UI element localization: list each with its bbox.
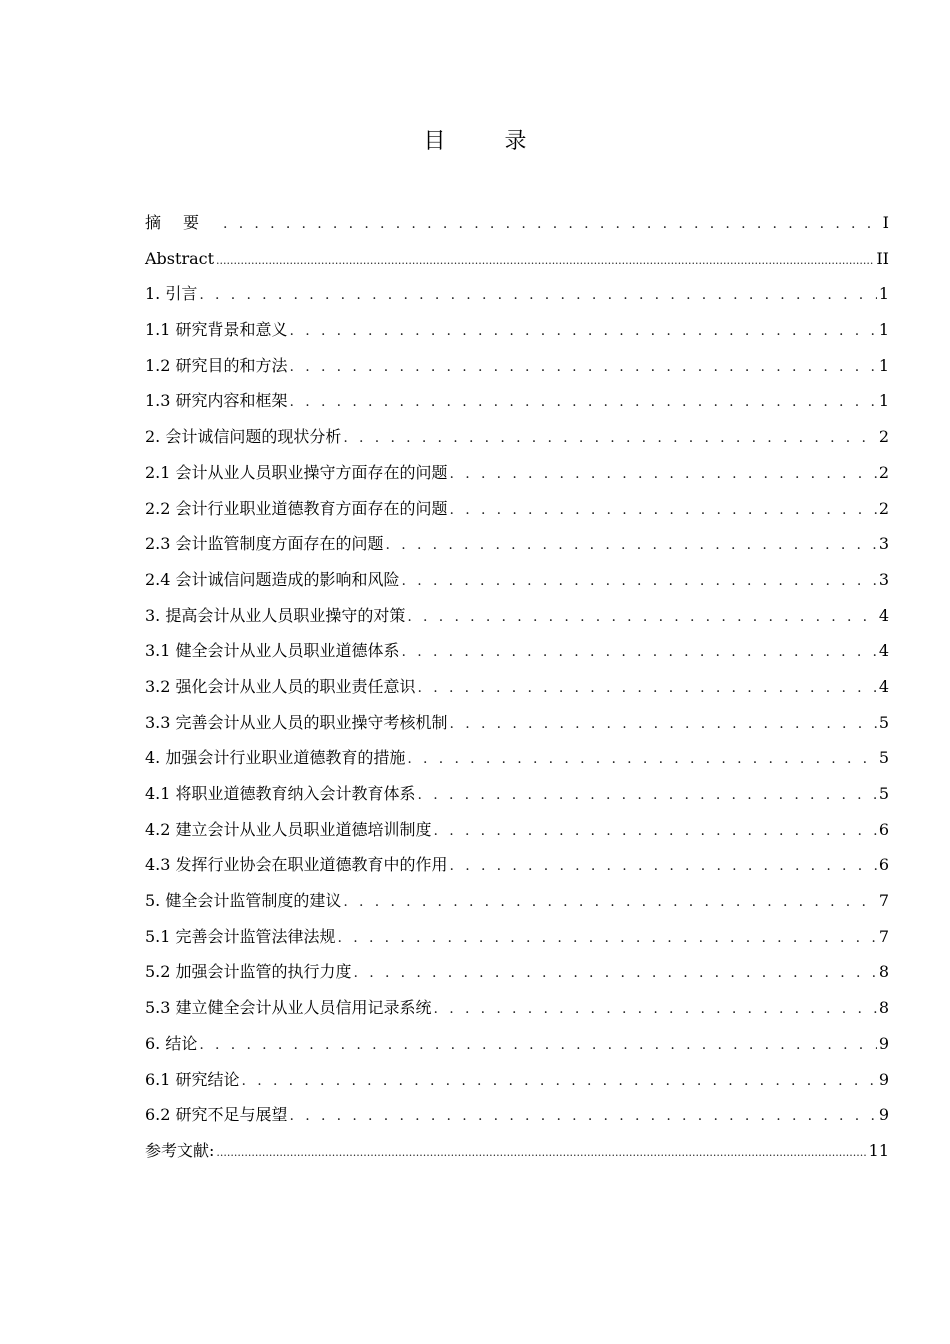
toc-entry-page: 6 bbox=[878, 819, 889, 839]
toc-entry[interactable] bbox=[145, 1105, 889, 1141]
toc-leader-dots bbox=[434, 821, 877, 841]
toc-entry[interactable] bbox=[145, 998, 889, 1034]
toc-entry[interactable] bbox=[145, 784, 889, 820]
toc-entry[interactable] bbox=[145, 641, 889, 677]
toc-entry-page: 8 bbox=[878, 998, 889, 1018]
toc-leader-dots bbox=[242, 1071, 877, 1091]
toc-entry-label: 3. 提高会计从业人员职业操守的对策 bbox=[145, 605, 406, 625]
toc-entry-page: 1 bbox=[878, 320, 889, 340]
toc-entry-page: 4 bbox=[878, 676, 889, 696]
toc-leader-dots bbox=[407, 749, 876, 769]
toc-entry-label: 1.3 研究内容和框架 bbox=[145, 391, 288, 411]
toc-entry[interactable] bbox=[145, 820, 889, 856]
toc-entry-page: 2 bbox=[878, 462, 889, 482]
toc-entry[interactable] bbox=[145, 713, 889, 749]
toc-entry-label: 参考文献: bbox=[145, 1140, 215, 1160]
toc-leader-dots bbox=[290, 392, 877, 412]
toc-entry-label: 2. 会计诚信问题的现状分析 bbox=[145, 427, 342, 447]
toc-leader-dots bbox=[216, 251, 874, 271]
toc-entry[interactable] bbox=[145, 320, 889, 356]
toc-entry-label: 5.1 完善会计监管法律法规 bbox=[145, 926, 336, 946]
toc-leader-dots bbox=[434, 999, 877, 1019]
toc-entry-label: 6. 结论 bbox=[145, 1033, 198, 1053]
toc-entry-abstract-en[interactable] bbox=[145, 249, 889, 285]
toc-entry[interactable] bbox=[145, 606, 889, 642]
toc-leader-dots bbox=[418, 785, 877, 805]
toc-entry[interactable] bbox=[145, 1034, 889, 1070]
toc-leader-dots bbox=[343, 892, 876, 912]
toc-entry-page: 6 bbox=[878, 855, 889, 875]
toc-entry-page: 11 bbox=[868, 1140, 889, 1160]
toc-entry-label: 4.3 发挥行业协会在职业道德教育中的作用 bbox=[145, 855, 448, 875]
toc-entry[interactable] bbox=[145, 855, 889, 891]
toc-entry[interactable] bbox=[145, 962, 889, 998]
toc-entry-page: 2 bbox=[878, 427, 889, 447]
toc-entry-label: 5.2 加强会计监管的执行力度 bbox=[145, 962, 352, 982]
toc-leader-dots bbox=[402, 571, 877, 591]
toc-entry-label: 4. 加强会计行业职业道德教育的措施 bbox=[145, 748, 406, 768]
toc-entry[interactable] bbox=[145, 891, 889, 927]
toc-entry[interactable] bbox=[145, 748, 889, 784]
toc-entry-page: 1 bbox=[878, 391, 889, 411]
toc-entry-label: 摘要 bbox=[145, 213, 222, 232]
toc-entry-page: 4 bbox=[878, 605, 889, 625]
toc-entry-label: 1.2 研究目的和方法 bbox=[145, 355, 288, 375]
toc-entry-page: 5 bbox=[878, 748, 889, 768]
toc-entry-page: 7 bbox=[878, 926, 889, 946]
toc-entry[interactable] bbox=[145, 927, 889, 963]
toc-entry-page: 4 bbox=[878, 641, 889, 661]
toc-entry-page: I bbox=[882, 213, 889, 232]
toc-leader-dots bbox=[450, 856, 877, 876]
toc-entry-label: 3.1 健全会计从业人员职业道德体系 bbox=[145, 641, 400, 661]
toc-entry[interactable] bbox=[145, 427, 889, 463]
toc-leader-dots bbox=[223, 214, 881, 234]
toc-entry[interactable] bbox=[145, 677, 889, 713]
toc-leader-dots bbox=[338, 928, 877, 948]
toc-entry[interactable] bbox=[145, 1070, 889, 1106]
toc-leader-dots bbox=[402, 642, 877, 662]
toc-entry-abstract-cn[interactable] bbox=[145, 213, 889, 249]
toc-entry[interactable] bbox=[145, 499, 889, 535]
toc-entry-page: 5 bbox=[878, 784, 889, 803]
toc-entry-page: 3 bbox=[878, 569, 889, 589]
toc-entry-page: 9 bbox=[878, 1069, 889, 1089]
toc-entry-label: 4.1 将职业道德教育纳入会计教育体系 bbox=[145, 784, 416, 803]
toc-entry-page: 7 bbox=[878, 891, 889, 911]
toc-leader-dots bbox=[216, 1143, 866, 1163]
toc-entry-label: 1.1 研究背景和意义 bbox=[145, 320, 288, 340]
toc-entry-page: 8 bbox=[878, 962, 889, 982]
toc-leader-dots bbox=[407, 607, 876, 627]
toc-entry-page: 5 bbox=[878, 712, 889, 732]
toc-entry-label: 5. 健全会计监管制度的建议 bbox=[145, 891, 342, 911]
toc-entry-page: 2 bbox=[878, 498, 889, 518]
toc-entry-label: 4.2 建立会计从业人员职业道德培训制度 bbox=[145, 819, 432, 839]
toc-entry[interactable] bbox=[145, 463, 889, 499]
toc-entry-label: 2.1 会计从业人员职业操守方面存在的问题 bbox=[145, 462, 448, 482]
toc-entry[interactable] bbox=[145, 284, 889, 320]
toc-leader-dots bbox=[450, 464, 877, 484]
toc-entry-label: 3.3 完善会计从业人员的职业操守考核机制 bbox=[145, 712, 448, 732]
toc-entry-page: 9 bbox=[878, 1105, 889, 1125]
toc-leader-dots bbox=[450, 500, 877, 520]
toc-leader-dots bbox=[418, 678, 877, 698]
toc-entry[interactable] bbox=[145, 356, 889, 392]
toc-entry-page: 1 bbox=[878, 355, 889, 375]
toc-title: 目 录 bbox=[423, 129, 553, 154]
toc-leader-dots bbox=[450, 714, 877, 734]
toc-leader-dots bbox=[354, 963, 877, 983]
toc-leader-dots bbox=[386, 535, 877, 555]
toc-leader-dots bbox=[343, 428, 876, 448]
toc-entry-page: 9 bbox=[878, 1033, 889, 1053]
toc-entry[interactable] bbox=[145, 570, 889, 606]
toc-entry-page: II bbox=[876, 248, 889, 268]
toc-leader-dots bbox=[199, 1035, 876, 1055]
toc-entry-page: 3 bbox=[878, 534, 889, 554]
toc-entry-label: 2.4 会计诚信问题造成的影响和风险 bbox=[145, 569, 400, 589]
toc-entry-page: 1 bbox=[878, 284, 889, 304]
toc-entry[interactable] bbox=[145, 534, 889, 570]
toc-entry-label: 1. 引言 bbox=[145, 284, 198, 304]
toc-entry-references[interactable] bbox=[145, 1141, 889, 1177]
toc-leader-dots bbox=[290, 357, 877, 377]
toc-leader-dots bbox=[199, 285, 876, 305]
toc-entry-label: 2.2 会计行业职业道德教育方面存在的问题 bbox=[145, 498, 448, 518]
toc-leader-dots bbox=[290, 321, 877, 341]
toc-list bbox=[145, 213, 889, 1177]
toc-entry-label: 6.2 研究不足与展望 bbox=[145, 1105, 288, 1125]
toc-entry-label: 6.1 研究结论 bbox=[145, 1069, 240, 1089]
toc-leader-dots bbox=[290, 1106, 877, 1126]
toc-entry-label: Abstract bbox=[145, 248, 215, 268]
toc-entry-label: 2.3 会计监管制度方面存在的问题 bbox=[145, 534, 384, 554]
toc-entry[interactable] bbox=[145, 391, 889, 427]
toc-entry-label: 3.2 强化会计从业人员的职业责任意识 bbox=[145, 676, 416, 696]
toc-entry-label: 5.3 建立健全会计从业人员信用记录系统 bbox=[145, 998, 432, 1018]
